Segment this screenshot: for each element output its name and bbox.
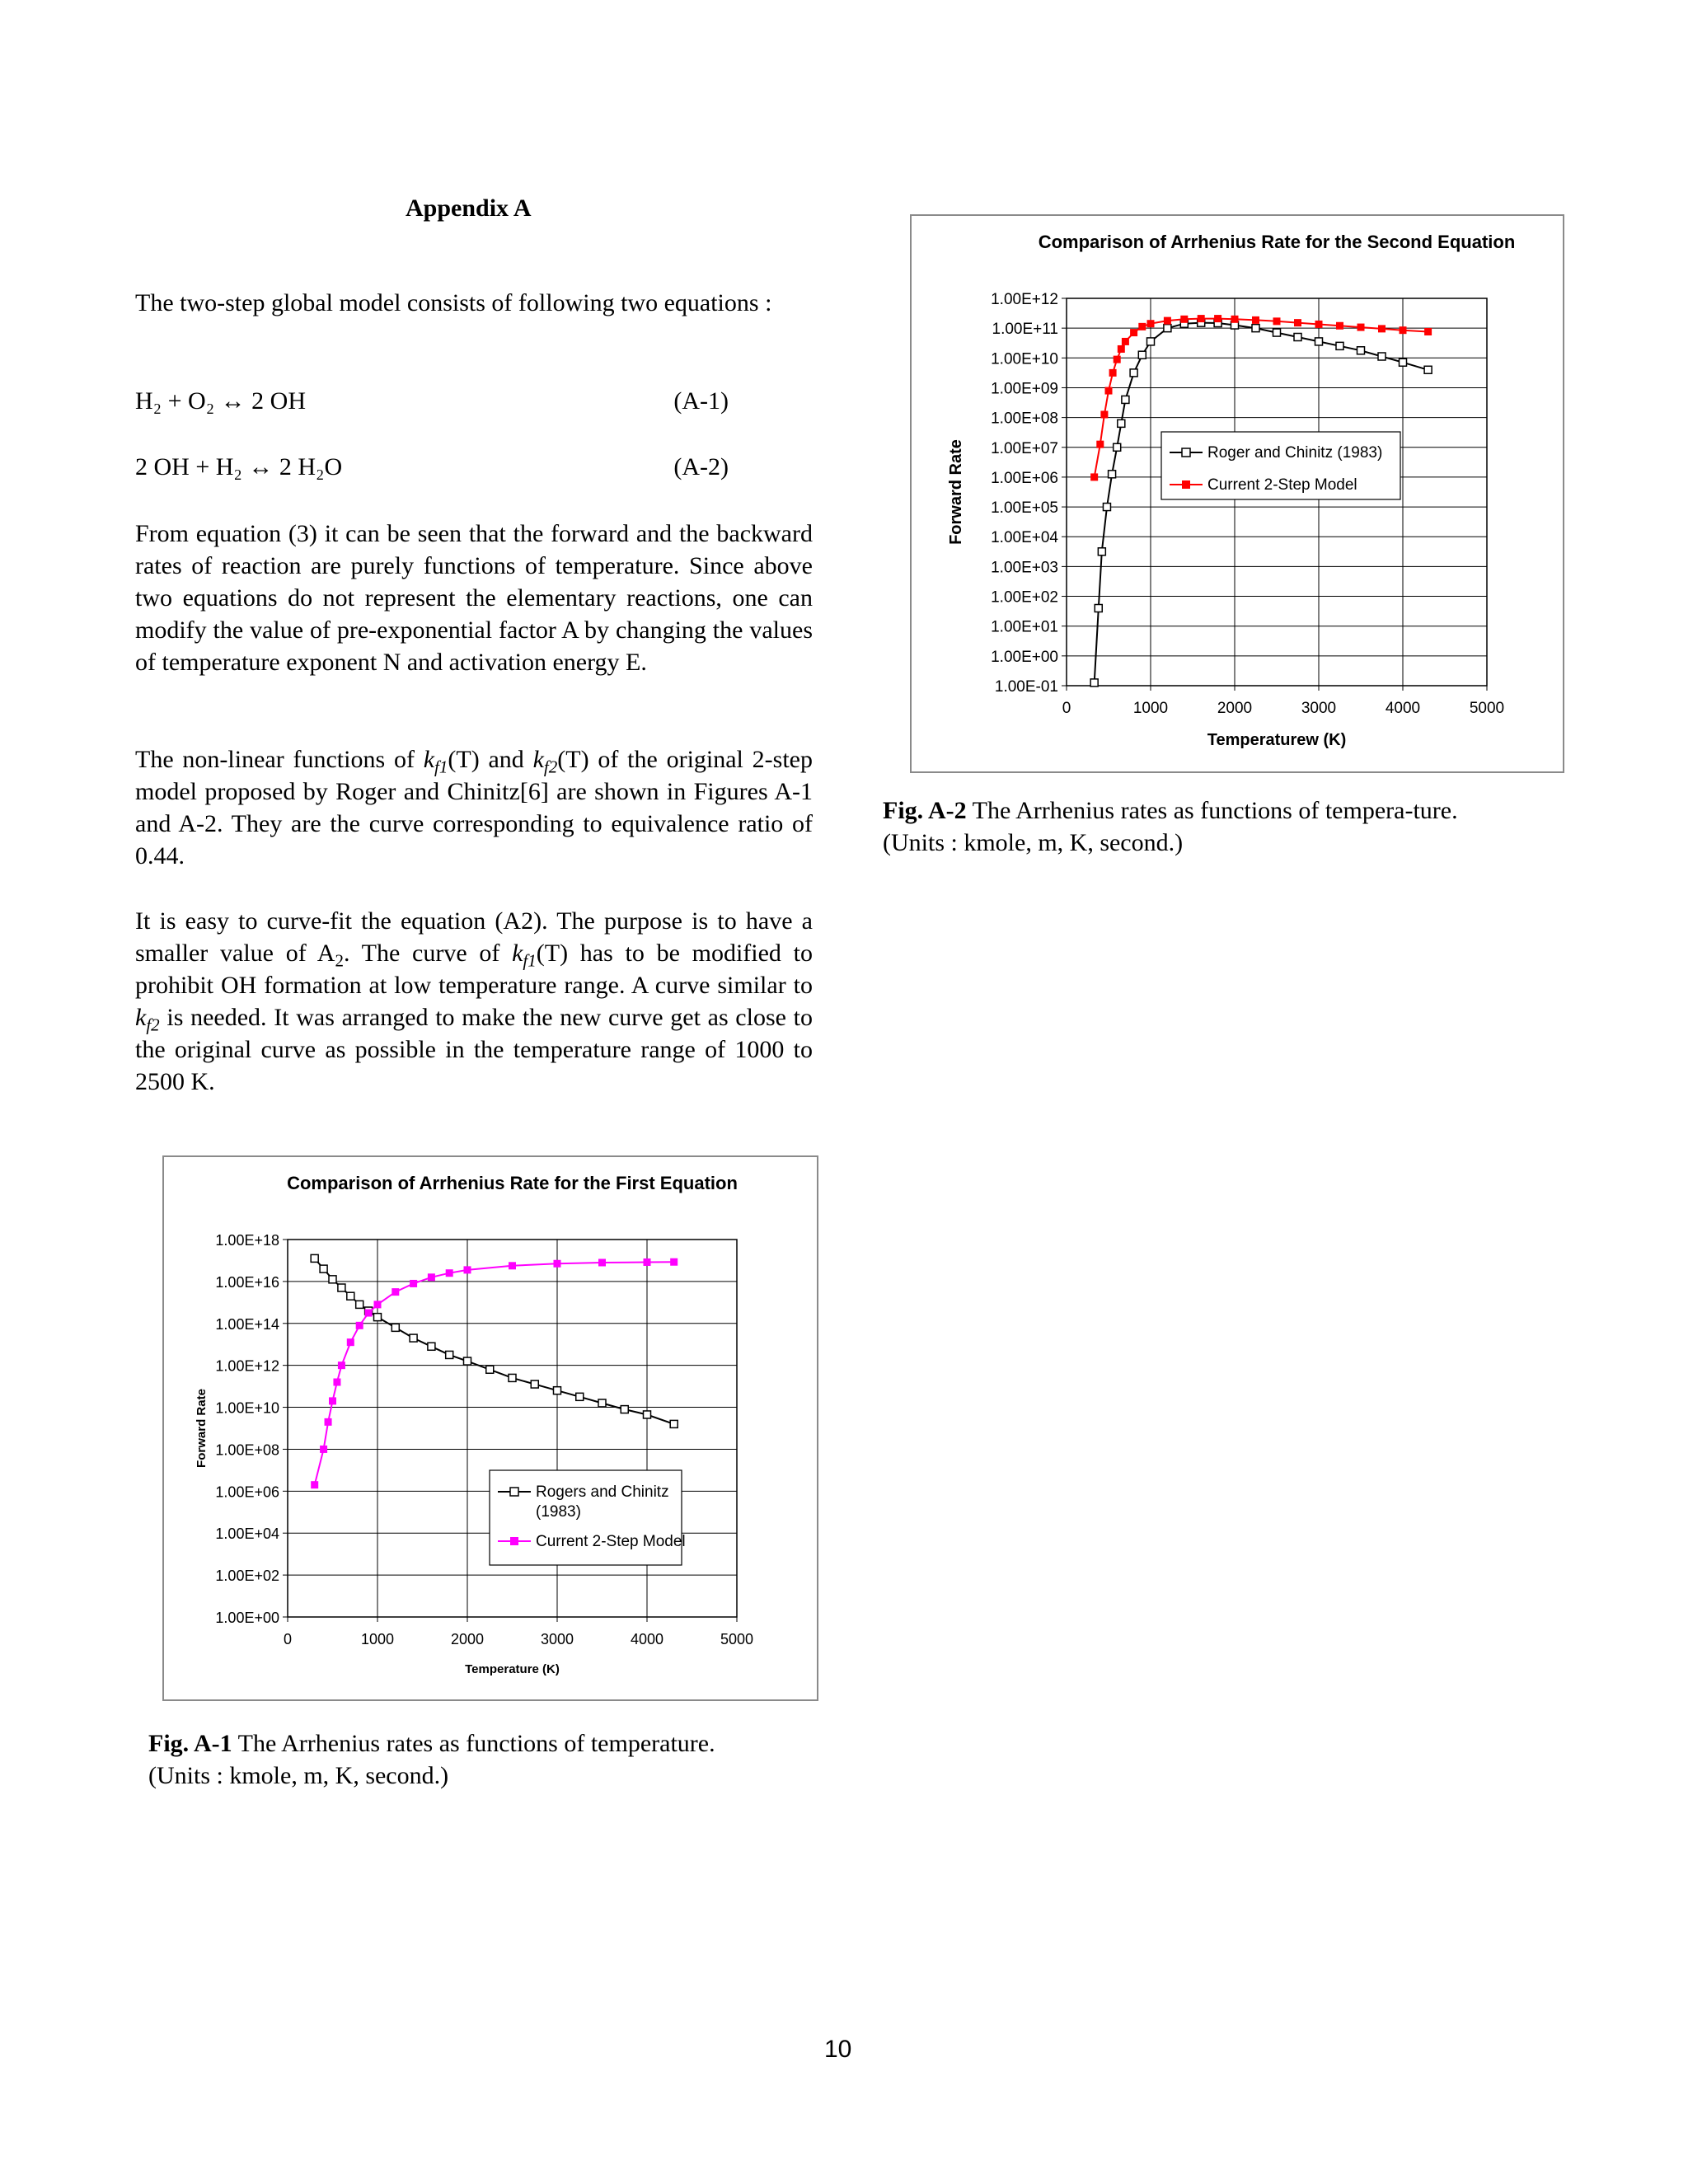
data-point-series-2: [356, 1322, 363, 1329]
y-tick-label: 1.00E+06: [991, 469, 1058, 487]
data-point-series-2: [1198, 315, 1205, 322]
data-point-series-2: [338, 1361, 345, 1369]
data-point-series-2: [464, 1266, 471, 1273]
x-tick-label: 2000: [450, 1631, 485, 1647]
figure-a2-caption-units: (Units : kmole, m, K, second.): [883, 829, 1184, 856]
data-point-series-2: [1273, 317, 1281, 325]
figure-a2-label: Fig. A-2: [883, 797, 967, 824]
data-point-series-1: [1147, 338, 1155, 345]
y-tick-label: 1.00E+12: [991, 291, 1058, 308]
x-tick-label: 5000: [720, 1631, 754, 1647]
data-point-series-2: [1114, 356, 1121, 363]
x-tick-label: 4000: [630, 1631, 664, 1647]
data-point-series-2: [1105, 387, 1113, 395]
x-tick-label: 1000: [360, 1631, 395, 1647]
y-tick-label: 1.00E+16: [215, 1273, 279, 1291]
data-point-series-2: [374, 1301, 382, 1308]
data-point-series-2: [1424, 328, 1432, 335]
data-point-series-2: [644, 1258, 651, 1266]
data-point-series-2: [598, 1258, 606, 1266]
figure-a1-chart: [162, 1155, 818, 1701]
data-point-series-1: [1138, 351, 1146, 359]
data-point-series-1: [486, 1366, 494, 1373]
data-point-series-1: [1400, 359, 1407, 366]
data-point-series-1: [311, 1254, 318, 1262]
data-point-series-1: [329, 1276, 336, 1283]
paragraph-rates: From equation (3) it can be seen that the forward and the backward rates of reaction are purely functions of temperature. Since above two equations do not represent the elementary reactions, one can modify the value of pre-exponential factor A by changing the values of temperature exponent N and activation energy E.: [135, 520, 813, 676]
data-point-series-1: [531, 1380, 538, 1388]
data-point-series-1: [464, 1357, 471, 1365]
y-tick-label: 1.00E-01: [994, 678, 1058, 696]
data-point-series-2: [311, 1481, 318, 1488]
legend-marker-2: [510, 1537, 518, 1545]
data-point-series-1: [1424, 366, 1432, 373]
x-tick-label: 1000: [1132, 700, 1169, 717]
data-point-series-1: [1357, 347, 1365, 354]
y-tick-label: 1.00E+03: [991, 559, 1058, 577]
y-axis-label: Forward Rate: [195, 1389, 209, 1468]
data-point-series-1: [554, 1387, 561, 1394]
data-point-series-2: [1378, 325, 1386, 332]
data-point-series-1: [1273, 329, 1281, 336]
figure-a1-caption: [148, 1727, 824, 1792]
y-tick-label: 1.00E+07: [991, 439, 1058, 457]
paragraph-nonlinear: The non-linear functions of $k_{f1}(T)$ and $k_{f2}(T)$ of the original 2-step model proposed by Roger and Chinitz[6] are shown in Figures A-1 and A-2. They are the curve corresponding to equivalence ratio of 0.44.: [135, 746, 813, 869]
equation-a1: [135, 387, 729, 420]
data-point-series-1: [621, 1406, 628, 1413]
data-point-series-2: [1130, 329, 1137, 336]
equation-a2: [135, 453, 729, 486]
figure-a2-svg: [912, 216, 1563, 771]
y-tick-label: 1.00E+11: [992, 321, 1058, 339]
data-point-series-1: [1095, 605, 1102, 612]
figure-a1-caption-text: The Arrhenius rates as functions of temperature.: [232, 1730, 715, 1757]
data-point-series-2: [446, 1269, 453, 1277]
data-point-series-2: [325, 1418, 332, 1426]
chart-title: Comparison of Arrhenius Rate for the Second Equation: [1038, 232, 1516, 252]
equation-a2-expression: 2 OH + H₂ ↔ 2 H₂O: [135, 453, 343, 480]
data-point-series-2: [1214, 315, 1221, 322]
data-point-series-1: [356, 1301, 363, 1308]
x-axis-label: Temperature (K): [465, 1662, 560, 1676]
y-tick-label: 1.00E+06: [215, 1483, 279, 1501]
data-point-series-2: [1294, 319, 1301, 326]
data-point-series-1: [428, 1343, 435, 1350]
data-point-series-2: [1109, 369, 1117, 377]
y-tick-label: 1.00E+04: [991, 529, 1058, 547]
figure-a2-caption-text: The Arrhenius rates as functions of tempera-ture.: [966, 797, 1458, 824]
data-point-series-2: [1100, 411, 1108, 419]
data-point-series-1: [1103, 504, 1110, 511]
paragraph-curve-fit: It is easy to curve-fit the equation (A2). The purpose is to have a smaller value of $A_2$. The curve of $k_{f1}(T)$ has to be modified to prohibit OH formation at low temperature range. A curve similar to $k_{f2}$ is needed. It was arranged to make the new curve get as close to the original curve as possible in the temperature range of 1000 to 2500 K.: [135, 907, 813, 1095]
data-point-series-1: [446, 1351, 453, 1358]
data-point-series-1: [509, 1374, 516, 1381]
y-tick-label: 1.00E+14: [215, 1315, 279, 1333]
data-point-series-1: [1114, 443, 1121, 451]
x-axis-label: Temperaturew (K): [1207, 731, 1347, 749]
data-point-series-2: [1164, 317, 1171, 325]
legend-marker-1: [1182, 448, 1190, 457]
data-point-series-2: [347, 1338, 354, 1346]
figure-a1-svg: [164, 1157, 817, 1699]
x-tick-label: 0: [1062, 700, 1071, 717]
y-tick-label: 1.00E+05: [991, 499, 1058, 518]
legend-label: (1983): [536, 1503, 581, 1521]
data-point-series-2: [410, 1280, 417, 1287]
data-point-series-1: [1118, 419, 1125, 427]
data-point-series-2: [670, 1258, 678, 1266]
y-tick-label: 1.00E+01: [991, 618, 1058, 636]
legend-label: Rogers and Chinitz: [536, 1483, 669, 1501]
legend-marker-1: [510, 1488, 518, 1496]
data-point-series-1: [1164, 325, 1171, 332]
data-point-series-2: [1118, 345, 1125, 353]
data-point-series-2: [320, 1446, 327, 1453]
data-point-series-2: [1138, 323, 1146, 330]
figure-a2-caption: [883, 794, 1592, 859]
y-tick-label: 1.00E+08: [215, 1441, 279, 1459]
data-point-series-2: [329, 1397, 336, 1404]
chart-title: Comparison of Arrhenius Rate for the First Equation: [287, 1173, 738, 1193]
data-point-series-2: [1090, 473, 1098, 480]
data-point-series-2: [428, 1273, 435, 1281]
y-tick-label: 1.00E+02: [991, 588, 1058, 607]
figure-a1-caption-units: (Units : kmole, m, K, second.): [148, 1762, 449, 1789]
data-point-series-2: [554, 1260, 561, 1268]
y-tick-label: 1.00E+18: [215, 1232, 279, 1249]
data-point-series-1: [1122, 396, 1129, 403]
data-point-series-1: [374, 1314, 382, 1321]
data-point-series-2: [1096, 441, 1104, 448]
legend-marker-2: [1182, 480, 1190, 489]
y-tick-label: 1.00E+10: [215, 1399, 279, 1417]
x-tick-label: 4000: [1385, 700, 1421, 717]
x-tick-label: 5000: [1469, 700, 1505, 717]
appendix-heading: Appendix A: [406, 194, 532, 222]
data-point-series-2: [1231, 316, 1239, 323]
data-point-series-1: [1098, 548, 1105, 555]
data-point-series-1: [347, 1292, 354, 1300]
data-point-series-2: [1315, 321, 1323, 328]
equation-a1-expression: H₂ + O₂ ↔ 2 OH: [135, 387, 306, 415]
data-point-series-1: [1252, 325, 1259, 332]
x-tick-label: 0: [283, 1631, 293, 1647]
data-point-series-2: [509, 1262, 516, 1269]
equation-a2-number: (A-2): [673, 453, 729, 480]
data-point-series-2: [392, 1288, 399, 1296]
y-tick-label: 1.00E+04: [215, 1526, 279, 1543]
y-tick-label: 1.00E+09: [991, 380, 1058, 398]
data-point-series-1: [1090, 679, 1098, 687]
y-tick-label: 1.00E+10: [991, 350, 1058, 368]
y-tick-label: 1.00E+02: [215, 1568, 279, 1585]
data-point-series-1: [598, 1399, 606, 1407]
y-tick-label: 1.00E+00: [215, 1610, 279, 1626]
data-point-series-2: [1357, 324, 1365, 331]
data-point-series-2: [1180, 316, 1188, 323]
data-point-series-1: [410, 1334, 417, 1342]
data-point-series-2: [1122, 338, 1129, 345]
x-tick-label: 3000: [1301, 700, 1337, 717]
page-number: 10: [824, 2036, 852, 2063]
data-point-series-2: [1147, 320, 1155, 327]
data-point-series-2: [333, 1379, 340, 1386]
data-point-series-1: [320, 1265, 327, 1272]
data-point-series-1: [670, 1420, 678, 1427]
intro-paragraph: The two-step global model consists of following two equations :: [135, 289, 772, 316]
legend-label: Current 2-Step Model: [1207, 476, 1357, 494]
data-point-series-1: [392, 1324, 399, 1331]
data-point-series-2: [1252, 316, 1259, 324]
data-point-series-1: [1378, 353, 1386, 360]
x-tick-label: 2000: [1217, 700, 1253, 717]
y-tick-label: 1.00E+08: [991, 410, 1058, 428]
y-tick-label: 1.00E+00: [991, 648, 1058, 666]
y-tick-label: 1.00E+12: [215, 1357, 279, 1375]
data-point-series-1: [576, 1393, 584, 1400]
legend-label: Roger and Chinitz (1983): [1207, 444, 1383, 462]
data-point-series-2: [1400, 326, 1407, 334]
figure-a1-label: Fig. A-1: [148, 1730, 232, 1757]
data-point-series-2: [365, 1310, 373, 1317]
data-point-series-1: [1315, 338, 1323, 345]
data-point-series-1: [1130, 369, 1137, 377]
legend-label: Current 2-Step Model: [536, 1533, 686, 1550]
equation-a1-number: (A-1): [673, 387, 729, 415]
y-axis-label: Forward Rate: [947, 439, 965, 545]
data-point-series-1: [1294, 334, 1301, 341]
data-point-series-2: [1336, 322, 1343, 330]
data-point-series-1: [1336, 342, 1343, 349]
data-point-series-1: [338, 1284, 345, 1291]
figure-a2-chart: [910, 214, 1564, 773]
data-point-series-1: [644, 1411, 651, 1418]
x-tick-label: 3000: [540, 1631, 574, 1647]
data-point-series-1: [1109, 471, 1116, 478]
